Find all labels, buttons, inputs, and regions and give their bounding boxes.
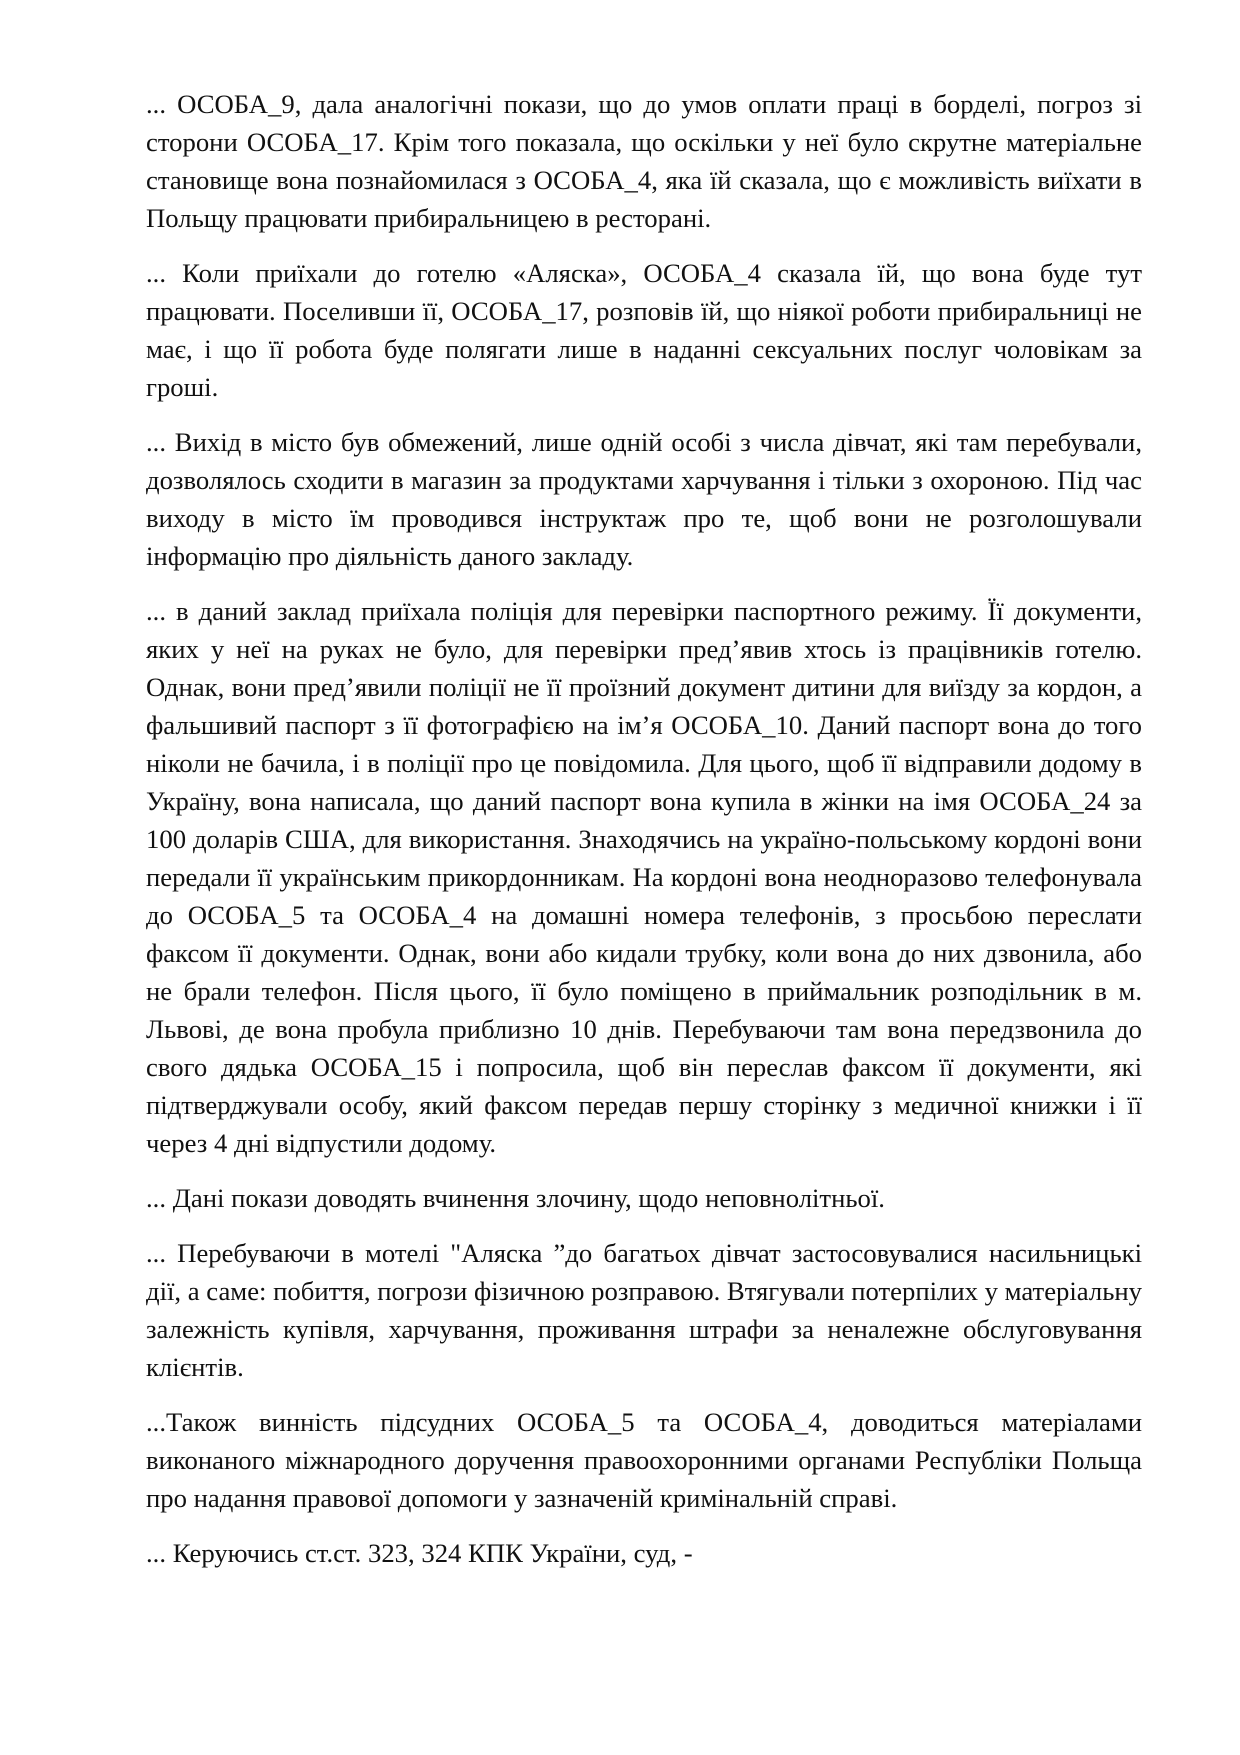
paragraph-1: ... ОСОБА_9, дала аналогічні покази, що до умов оплати праці в борделі, погроз зі сторони ОСОБА_17. Крім того показала, що оскільки у неї було скрутне матеріальне становище вона познайомилася з ОСОБА_4, яка їй сказала, що є можливість виїхати в Польщу працювати прибиральницею в ресторані. [146, 89, 1142, 233]
paragraph-4: ... в даний заклад приїхала поліція для перевірки паспортного режиму. Її документи, яких у неї на руках не було, для перевірки пред’явив хтось із працівників готелю. Однак, вони пред’явили поліції не її проїзний документ дитини для виїзду за кордон, а фальшивий паспорт з її фотографією на ім’я ОСОБА_10. Даний паспорт вона до того ніколи не бачила, і в поліції про це повідомила. Для цього, щоб її відправили додому в Україну, вона написала, що даний паспорт вона купила в жінки на імя ОСОБА_24 за 100 доларів США, для використання. Знаходячись на україно-польському кордоні вони передали її українським прикордонникам. На кордоні вона неодноразово телефонувала до ОСОБА_5 та ОСОБА_4 на домашні номера телефонів, з просьбою переслати факсом її документи. Однак, вони або кидали трубку, коли вона до них дзвонила, або не брали телефон. Після цього, її було поміщено в приймальник розподільник в м. Львові, де вона пробула приблизно 10 днів. Перебуваючи там вона передзвонила до свого дядька ОСОБА_15 і попросила, щоб він переслав факсом її документи, які підтверджували особу, який факсом передав першу сторінку з медичної книжки і її через 4 дні відпустили додому. [146, 596, 1142, 1158]
paragraph-5: ... Дані покази доводять вчинення злочину, щодо неповнолітньої. [146, 1183, 885, 1213]
paragraph-7: ...Також винність підсудних ОСОБА_5 та ОСОБА_4, доводиться матеріалами виконаного міжнародного доручення правоохоронними органами Республіки Польща про надання правової допомоги у зазначеній кримінальній справі. [146, 1407, 1142, 1513]
document-page [146, 85, 1142, 1572]
paragraph-3: ... Вихід в місто був обмежений, лише одній особі з числа дівчат, які там перебували, дозволялось сходити в магазин за продуктами харчування і тільки з охороною. Під час виходу в місто їм проводився інструктаж про те, щоб вони не розголошували інформацію про діяльність даного закладу. [146, 427, 1142, 571]
paragraph-6: ... Перебуваючи в мотелі "Аляска ”до багатьох дівчат застосовувалися насильницькі дії, а саме: побиття, погрози фізичною розправою. Втягували потерпілих у матеріальну залежність купівля, харчування, проживання штрафи за неналежне обслуговування клієнтів. [146, 1238, 1142, 1382]
paragraph-8: ... Керуючись ст.ст. 323, 324 КПК України, суд, - [146, 1538, 693, 1568]
paragraph-2: ... Коли приїхали до готелю «Аляска», ОСОБА_4 сказала їй, що вона буде тут працювати. Поселивши її, ОСОБА_17, розповів їй, що ніякої роботи прибиральниці не має, і що її робота буде полягати лише в наданні сексуальних послуг чоловікам за гроші. [146, 258, 1142, 402]
